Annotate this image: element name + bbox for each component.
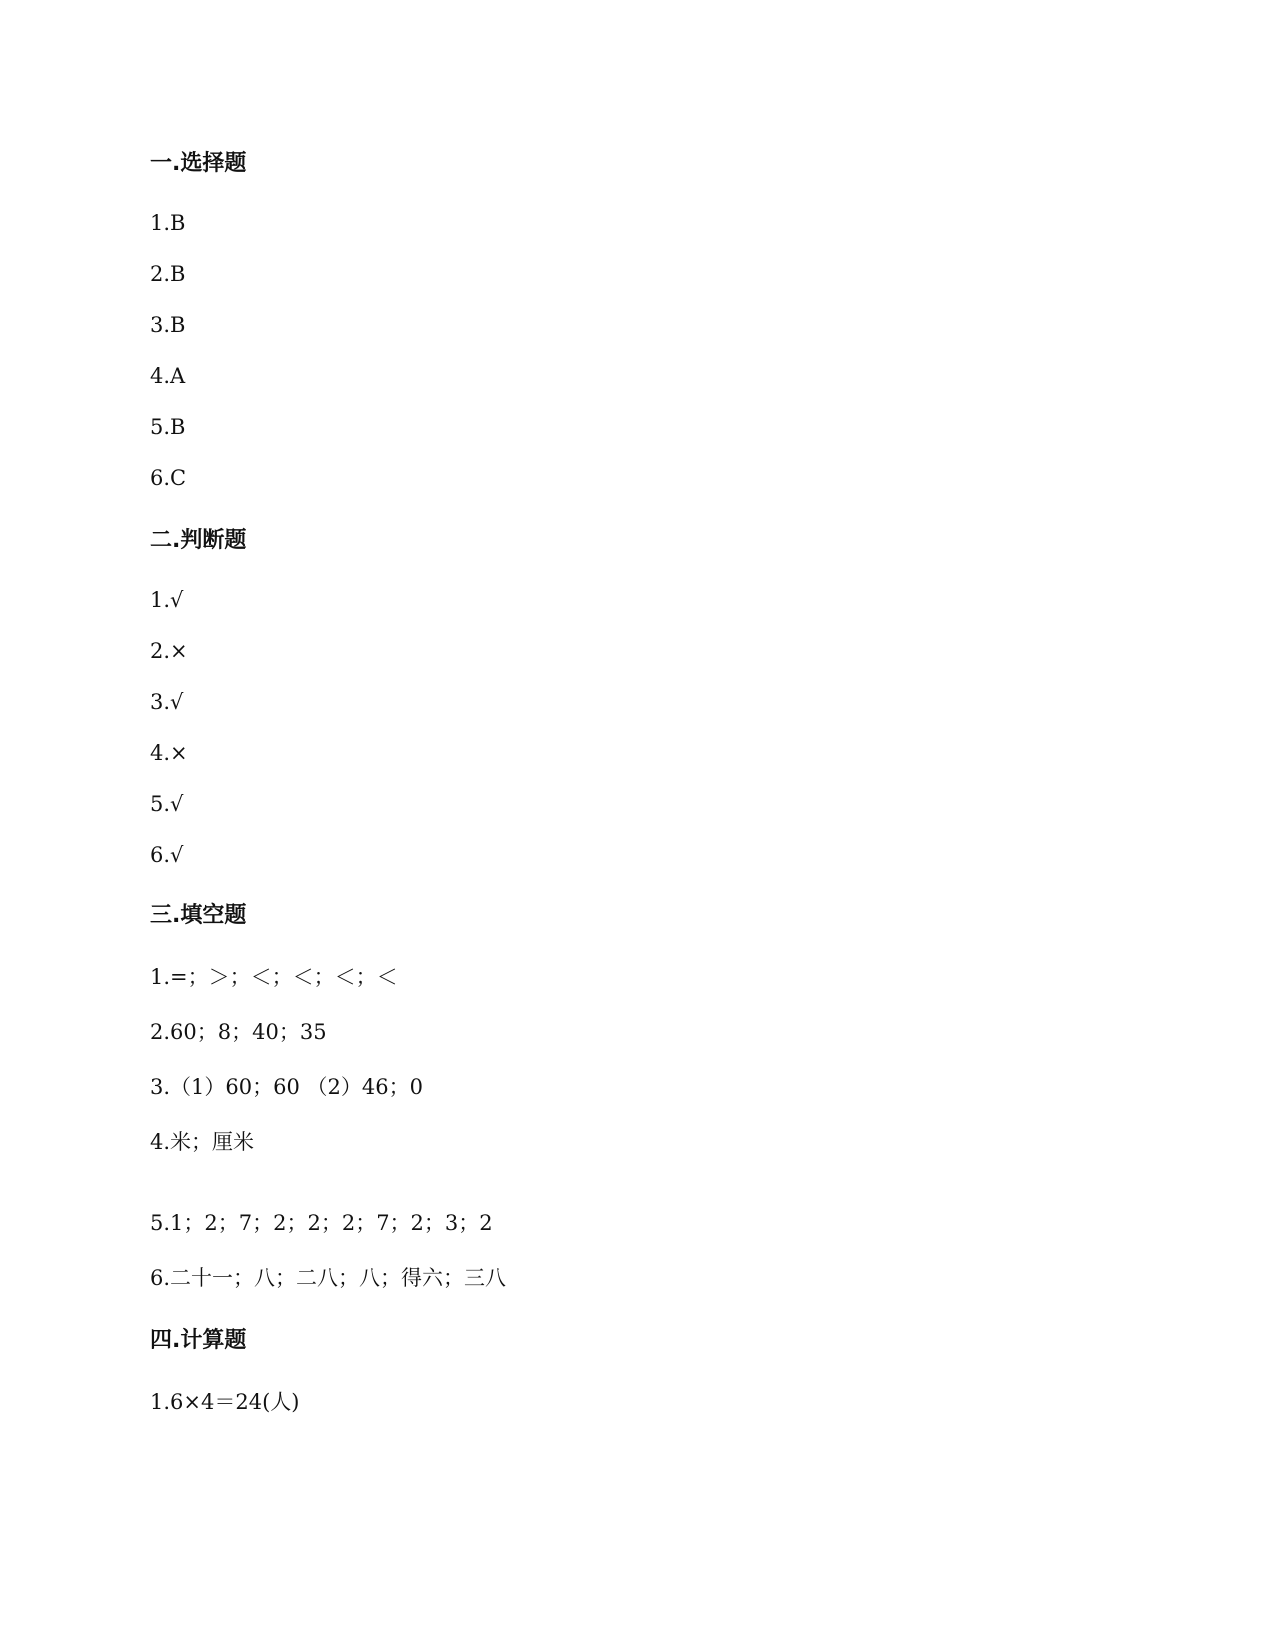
answer-item: 3.B	[150, 313, 186, 337]
answer-item: 6.√	[150, 843, 184, 867]
answer-item: 1.6×4＝24(人)	[150, 1390, 300, 1414]
answer-item: 3.（1）60；60 （2）46；0	[150, 1075, 423, 1099]
answer-item: 5.1；2；7；2；2；2；7；2；3；2	[150, 1211, 493, 1235]
answer-item: 3.√	[150, 690, 184, 714]
answer-item: 2.B	[150, 262, 186, 286]
answer-item: 1.=；＞；＜；＜；＜；＜	[150, 965, 398, 989]
answer-item: 2.×	[150, 639, 188, 663]
answer-item: 4.A	[150, 364, 186, 388]
answer-item: 4.米；厘米	[150, 1130, 255, 1154]
answer-item: 2.60；8；40；35	[150, 1020, 327, 1044]
section-heading-judgment: 二.判断题	[150, 528, 247, 553]
answer-item: 6.C	[150, 466, 187, 490]
answer-item: 1.√	[150, 588, 184, 612]
answer-item: 1.B	[150, 211, 186, 235]
section-heading-choice: 一.选择题	[150, 151, 247, 176]
section-heading-calculation: 四.计算题	[150, 1328, 247, 1353]
answer-item: 5.√	[150, 792, 184, 816]
answer-item: 6.二十一；八；二八；八；得六；三八	[150, 1266, 507, 1290]
answer-item: 4.×	[150, 741, 188, 765]
answer-item: 5.B	[150, 415, 186, 439]
section-heading-fill-blank: 三.填空题	[150, 903, 247, 928]
